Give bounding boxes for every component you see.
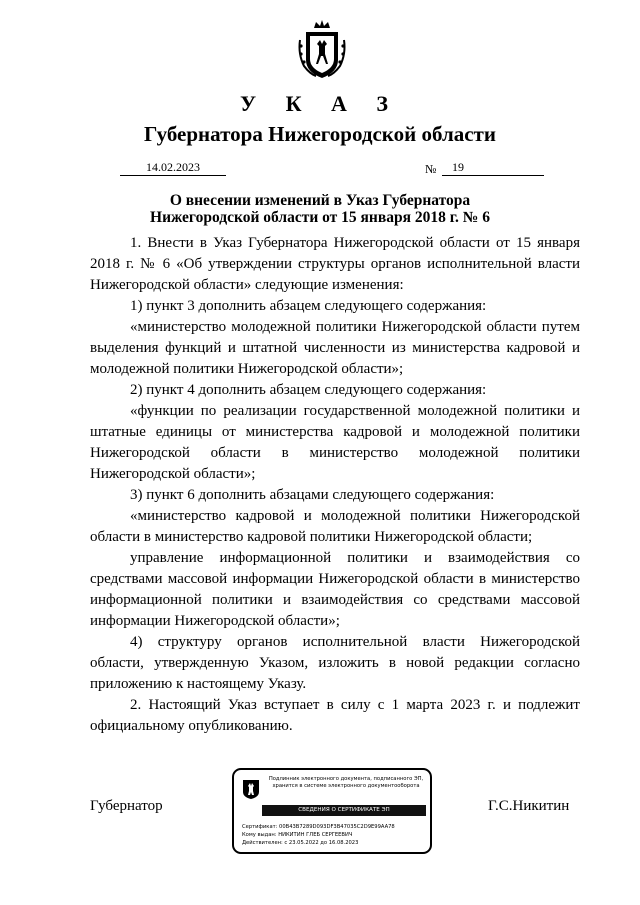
stamp-certificate-bar: СВЕДЕНИЯ О СЕРТИФИКАТЕ ЭП xyxy=(262,805,426,816)
paragraph: «министерство молодежной политики Нижегородской области путем выделения функций и штатной численности из министерства кадровой и молодежной политики Нижегородской области»; xyxy=(90,319,580,377)
paragraph: управление информационной политики и взаимодействия со средствами массовой информации Нижегородской области в министерство информационной политики и взаимодействия со средствами массовой информации Нижегородской области»; xyxy=(90,550,580,629)
paragraph: 2. Настоящий Указ вступает в силу с 1 марта 2023 г. и подлежит официальному опубликованию. xyxy=(90,697,580,734)
electronic-signature-stamp xyxy=(232,768,432,854)
certificate-owner: Кому выдан: НИКИТИН ГЛЕБ СЕРГЕЕВИЧ xyxy=(242,832,353,838)
certificate-serial: Сертификат: 00B43B7289D093DF3B47035C2D9E99AA78 xyxy=(242,824,395,830)
paragraph: «функции по реализации государственной молодежной политики и штатные единицы от министерства кадровой и молодежной политики Нижегородской области в министерство молодежной политики Нижегородской области»; xyxy=(90,403,580,482)
signatory-position: Губернатор xyxy=(90,798,163,814)
document-number: 19 xyxy=(442,160,544,176)
paragraph: «министерство кадровой и молодежной политики Нижегородской области в министерство кадровой политики Нижегородской области; xyxy=(90,508,580,545)
certificate-validity: Действителен: с 23.05.2022 до 16.08.2023 xyxy=(242,840,359,846)
stamp-certificate-details xyxy=(242,823,428,847)
issuer-heading: Губернатора Нижегородской области xyxy=(144,122,496,146)
paragraph: 2) пункт 4 дополнить абзацем следующего содержания: xyxy=(130,382,487,398)
stamp-header xyxy=(264,776,428,790)
paragraph: 1) пункт 3 дополнить абзацем следующего содержания: xyxy=(130,298,487,314)
paragraph: 1. Внести в Указ Губернатора Нижегородской области от 15 января 2018 г. № 6 «Об утверждении структуры органов исполнительной власти Нижегородской области» следующие изменения: xyxy=(90,235,580,293)
document-title: О внесении изменений в Указ Губернатора Нижегородской области от 15 января 2018 г. № 6 xyxy=(150,192,490,226)
paragraph: 4) структуру органов исполнительной власти Нижегородской области, утвержденную Указом, изложить в новой редакции согласно приложению к настоящему Указу. xyxy=(90,634,580,692)
coat-of-arms-icon xyxy=(242,778,260,800)
signatory-name: Г.С.Никитин xyxy=(488,798,570,814)
document-type-heading: У К А З xyxy=(239,91,401,116)
document-date: 14.02.2023 xyxy=(120,160,226,176)
stamp-header-line: Подлинник электронного документа, подписанного ЭП, xyxy=(268,776,424,782)
number-label: № xyxy=(425,162,437,176)
document-body xyxy=(90,233,580,737)
stamp-header-line: хранится в системе электронного документооборота xyxy=(272,783,420,789)
paragraph: 3) пункт 6 дополнить абзацами следующего содержания: xyxy=(130,487,495,503)
coat-of-arms-emblem xyxy=(296,20,348,80)
